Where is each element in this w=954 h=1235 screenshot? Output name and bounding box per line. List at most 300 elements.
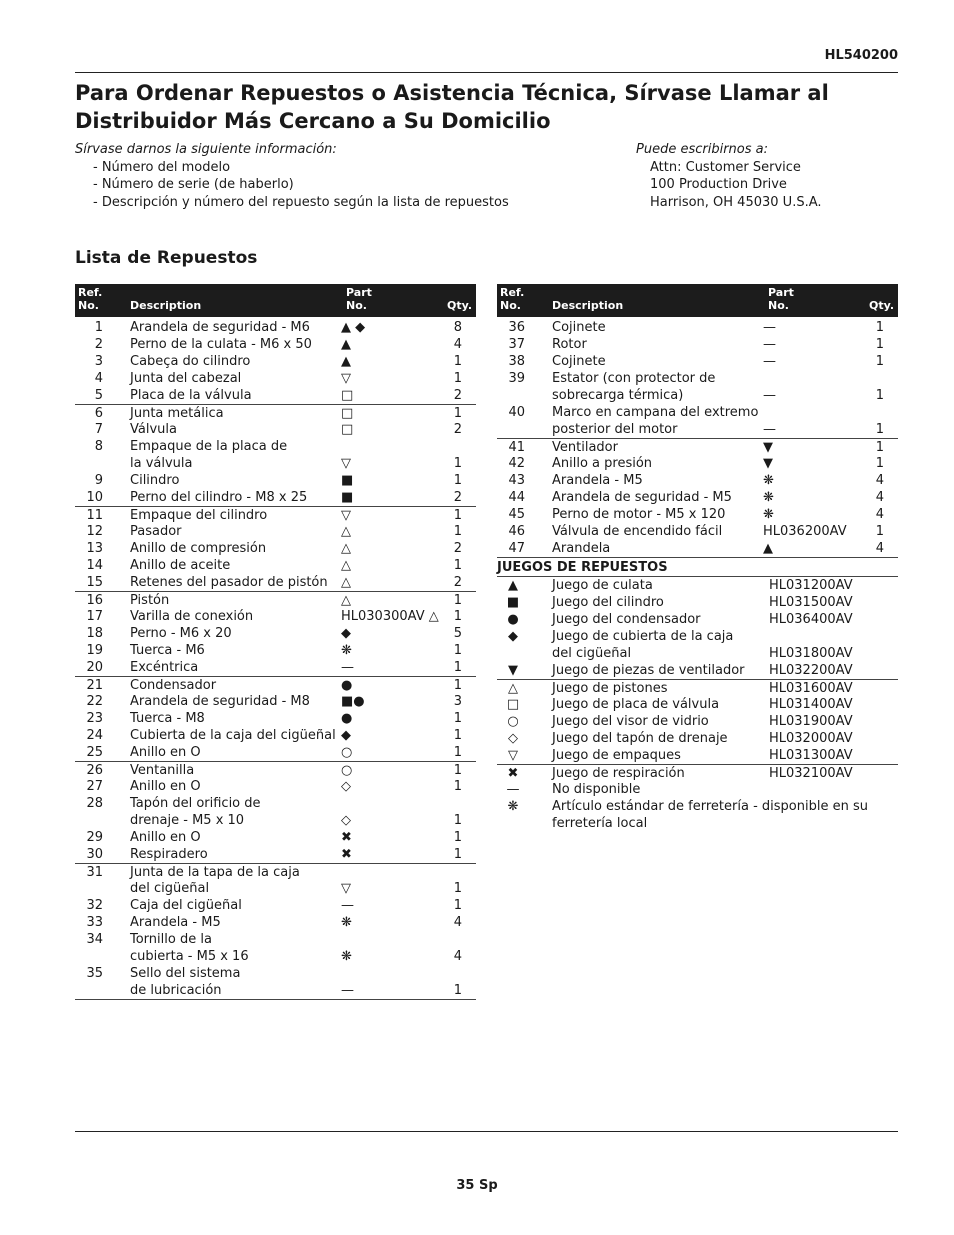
kit-description: Juego de piezas de ventilador <box>552 663 745 678</box>
table-row <box>497 387 898 404</box>
row-qty: 8 <box>453 320 462 335</box>
row-part-number: ◆ <box>341 626 351 641</box>
row-part-number: ▽ <box>341 508 351 523</box>
table-row <box>75 744 476 761</box>
row-qty: 1 <box>453 711 462 726</box>
table-row <box>75 693 476 710</box>
top-rule <box>75 72 898 73</box>
kit-symbol: △ <box>508 681 518 696</box>
kit-part-number: HL036400AV <box>769 612 853 627</box>
table-header <box>497 284 898 317</box>
row-ref: 42 <box>508 456 525 471</box>
row-part-number: ▼ <box>763 456 773 471</box>
row-description: drenaje - M5 x 10 <box>130 813 245 828</box>
row-qty: 1 <box>875 422 884 437</box>
table-row <box>75 591 476 608</box>
table-row <box>497 370 898 387</box>
row-part-number: ■ <box>341 490 354 505</box>
row-ref: 45 <box>508 507 525 522</box>
table-row <box>497 336 898 353</box>
table-row <box>75 880 476 897</box>
row-ref: 33 <box>86 915 103 930</box>
row-ref: 22 <box>86 694 103 709</box>
kit-part-number: HL031200AV <box>769 578 853 593</box>
row-part-number: ◇ <box>341 779 351 794</box>
row-description: Rotor <box>552 337 587 352</box>
info-item: - Descripción y número del repuesto según la lista de repuestos <box>93 194 509 210</box>
row-qty: 4 <box>875 507 884 522</box>
row-part-number: ● <box>341 711 353 726</box>
table-row <box>497 319 898 336</box>
row-qty: 1 <box>453 830 462 845</box>
row-part-number: ❋ <box>341 915 352 930</box>
row-ref: 6 <box>94 406 103 421</box>
row-description: Arandela - M5 <box>130 915 221 930</box>
row-qty: 1 <box>875 524 884 539</box>
row-description: del cigüeñal <box>130 881 210 896</box>
row-qty: 4 <box>453 337 462 352</box>
row-part-number: ▲ ◆ <box>341 320 366 335</box>
row-ref: 34 <box>86 932 103 947</box>
row-qty: 1 <box>453 813 462 828</box>
kit-description: Juego del tapón de drenaje <box>552 731 728 746</box>
table-row <box>75 625 476 642</box>
table-row <box>75 727 476 744</box>
row-ref: 5 <box>94 388 103 403</box>
row-description: Varilla de conexión <box>130 609 254 624</box>
kit-part-number: HL031400AV <box>769 697 853 712</box>
table-row <box>497 438 898 455</box>
row-description: Respiradero <box>130 847 208 862</box>
row-qty: 1 <box>875 388 884 403</box>
table-row <box>75 948 476 965</box>
address-line: 100 Production Drive <box>650 177 787 192</box>
kit-part-number: HL031800AV <box>769 646 853 661</box>
row-part-number: ● <box>341 678 353 693</box>
kit-symbol: ◆ <box>508 629 518 644</box>
address-lead: Puede escribirnos a: <box>636 142 768 157</box>
row-ref: 8 <box>94 439 103 454</box>
row-ref: 7 <box>94 422 103 437</box>
row-description: Pasador <box>130 524 182 539</box>
row-qty: 1 <box>453 354 462 369</box>
kit-symbol: ▽ <box>508 748 518 763</box>
kit-description: Juego de respiración <box>552 766 685 781</box>
table-row <box>75 761 476 778</box>
table-row <box>497 540 898 557</box>
table-end-rule <box>75 999 476 1000</box>
row-description: Estator (con protector de <box>552 371 716 386</box>
kit-row <box>497 577 898 594</box>
row-qty: 4 <box>453 949 462 964</box>
info-lead: Sírvase darnos la siguiente información: <box>75 142 337 157</box>
row-qty: 1 <box>875 320 884 335</box>
model-number: HL540200 <box>824 48 898 63</box>
kit-part-number: HL031900AV <box>769 714 853 729</box>
table-row <box>75 353 476 370</box>
kit-row <box>497 730 898 747</box>
page-title: Para Ordenar Repuestos o Asistencia Técnica, Sírvase Llamar al Distribuidor Más Cercano a Su Domicilio <box>75 81 829 133</box>
table-row <box>75 455 476 472</box>
kit-row <box>497 679 898 696</box>
table-row <box>75 846 476 863</box>
row-ref: 14 <box>86 558 103 573</box>
kit-row <box>497 696 898 713</box>
row-description: cubierta - M5 x 16 <box>130 949 249 964</box>
row-description: Junta metálica <box>130 406 224 421</box>
table-row <box>75 778 476 795</box>
row-part-number: — <box>341 660 354 675</box>
kit-description: ferretería local <box>552 816 648 831</box>
row-part-number: — <box>341 983 354 998</box>
row-description: Cabeça do cilindro <box>130 354 251 369</box>
row-ref: 32 <box>86 898 103 913</box>
kit-symbol: ▼ <box>508 663 518 678</box>
table-row <box>75 642 476 659</box>
row-part-number: ✖ <box>341 830 352 845</box>
row-qty: 1 <box>453 983 462 998</box>
row-ref: 40 <box>508 405 525 420</box>
row-description: Arandela - M5 <box>552 473 643 488</box>
parts-table-left <box>75 284 476 1000</box>
header-ref: Ref. No. <box>78 286 103 312</box>
row-qty: 1 <box>453 847 462 862</box>
kit-description: Juego de pistones <box>552 681 668 696</box>
row-description: Tapón del orificio de <box>130 796 261 811</box>
kit-part-number: HL032000AV <box>769 731 853 746</box>
row-ref: 3 <box>94 354 103 369</box>
table-row <box>75 336 476 353</box>
kit-part-number: HL031600AV <box>769 681 853 696</box>
kit-part-number: HL031500AV <box>769 595 853 610</box>
row-description: Anillo a presión <box>552 456 653 471</box>
row-ref: 44 <box>508 490 525 505</box>
table-row <box>75 438 476 455</box>
row-qty: 1 <box>875 440 884 455</box>
row-description: Cojinete <box>552 354 606 369</box>
info-request <box>75 141 509 211</box>
table-row <box>75 472 476 489</box>
row-ref: 12 <box>86 524 103 539</box>
table-row <box>75 676 476 693</box>
kit-description: Juego de culata <box>552 578 653 593</box>
row-part-number: ▲ <box>341 337 351 352</box>
kit-symbol: ❋ <box>507 799 519 814</box>
page-number: 35 Sp <box>456 1178 498 1193</box>
kit-description: Juego del visor de vidrio <box>552 714 709 729</box>
row-description: Perno de motor - M5 x 120 <box>552 507 726 522</box>
row-description: Tuerca - M6 <box>130 643 205 658</box>
table-row <box>75 710 476 727</box>
row-part-number: ❋ <box>341 949 352 964</box>
row-description: Excéntrica <box>130 660 199 675</box>
row-ref: 10 <box>86 490 103 505</box>
row-ref: 1 <box>94 320 103 335</box>
row-ref: 11 <box>86 508 103 523</box>
row-ref: 46 <box>508 524 525 539</box>
row-description: Caja del cigüeñal <box>130 898 242 913</box>
kit-part-number: HL032100AV <box>769 766 853 781</box>
table-row <box>75 574 476 591</box>
row-description: Perno - M6 x 20 <box>130 626 232 641</box>
row-part-number: ◆ <box>341 728 351 743</box>
row-qty: 1 <box>453 660 462 675</box>
row-part-number: ❋ <box>763 473 774 488</box>
row-part-number: ◇ <box>341 813 351 828</box>
row-ref: 18 <box>86 626 103 641</box>
row-description: Arandela de seguridad - M8 <box>130 694 310 709</box>
row-description: Ventanilla <box>130 763 195 778</box>
header-description: Description <box>552 299 624 312</box>
kit-row <box>497 713 898 730</box>
row-description: Condensador <box>130 678 217 693</box>
header-qty: Qty. <box>869 299 894 312</box>
row-qty: 4 <box>875 473 884 488</box>
row-part-number: ❋ <box>341 643 352 658</box>
row-part-number: △ <box>341 541 351 556</box>
kit-row <box>497 645 898 662</box>
row-ref: 9 <box>94 473 103 488</box>
table-row <box>497 506 898 523</box>
table-row <box>497 472 898 489</box>
row-description: Junta de la tapa de la caja <box>130 865 300 880</box>
kit-part-number: HL031300AV <box>769 748 853 763</box>
kit-description: Juego del condensador <box>552 612 701 627</box>
row-part-number: — <box>763 422 776 437</box>
row-description: Arandela <box>552 541 611 556</box>
row-description: Empaque de la placa de <box>130 439 288 454</box>
row-qty: 1 <box>453 558 462 573</box>
table-row <box>75 914 476 931</box>
row-qty: 4 <box>875 490 884 505</box>
row-description: Ventilador <box>552 440 618 455</box>
row-part-number: □ <box>341 406 354 421</box>
row-ref: 37 <box>508 337 525 352</box>
row-part-number: △ <box>341 575 351 590</box>
table-row <box>75 659 476 676</box>
row-description: Cojinete <box>552 320 606 335</box>
row-description: Pistón <box>130 593 170 608</box>
row-ref: 25 <box>86 745 103 760</box>
kit-row <box>497 815 898 832</box>
row-qty: 1 <box>453 609 462 624</box>
kit-row <box>497 781 898 798</box>
row-description: Empaque del cilindro <box>130 508 268 523</box>
row-description: Anillo de compresión <box>130 541 267 556</box>
row-part-number: △ <box>341 558 351 573</box>
row-description: Anillo en O <box>130 830 201 845</box>
row-description: la válvula <box>130 456 193 471</box>
parts-table-right <box>497 284 898 832</box>
row-qty: 1 <box>453 473 462 488</box>
row-qty: 2 <box>453 388 462 403</box>
table-row <box>75 812 476 829</box>
kit-part-number: HL032200AV <box>769 663 853 678</box>
row-description: Anillo en O <box>130 779 201 794</box>
kit-description: Juego de empaques <box>552 748 681 763</box>
kit-row <box>497 594 898 611</box>
row-description: posterior del motor <box>552 422 678 437</box>
table-row <box>75 370 476 387</box>
row-description: Cilindro <box>130 473 180 488</box>
row-description: Tuerca - M8 <box>130 711 205 726</box>
row-ref: 39 <box>508 371 525 386</box>
kit-row <box>497 628 898 645</box>
row-description: de lubricación <box>130 983 222 998</box>
kit-row <box>497 747 898 764</box>
row-ref: 38 <box>508 354 525 369</box>
row-part-number: ▽ <box>341 456 351 471</box>
kit-symbol: ■ <box>506 595 520 610</box>
row-qty: 1 <box>453 643 462 658</box>
table-row <box>75 319 476 336</box>
row-description: Anillo de aceite <box>130 558 231 573</box>
kit-row <box>497 662 898 679</box>
row-qty: 1 <box>453 678 462 693</box>
kit-description: Juego de cubierta de la caja <box>552 629 734 644</box>
row-part-number: ▼ <box>763 440 773 455</box>
row-part-number: □ <box>341 422 354 437</box>
row-description: Arandela de seguridad - M5 <box>552 490 732 505</box>
table-row <box>75 829 476 846</box>
table-row <box>75 795 476 812</box>
kit-row <box>497 764 898 781</box>
kit-symbol: — <box>506 782 520 797</box>
row-description: Perno del cilindro - M8 x 25 <box>130 490 308 505</box>
row-qty: 1 <box>453 728 462 743</box>
row-qty: 1 <box>875 337 884 352</box>
table-row <box>75 965 476 982</box>
row-qty: 1 <box>453 508 462 523</box>
bottom-rule <box>75 1131 898 1132</box>
table-row <box>75 523 476 540</box>
row-part-number: ■ <box>341 473 354 488</box>
row-part-number: ▲ <box>763 541 773 556</box>
row-ref: 47 <box>508 541 525 556</box>
row-part-number: ■● <box>341 694 365 709</box>
kit-symbol: ✖ <box>507 766 519 781</box>
table-row <box>75 404 476 421</box>
row-part-number: ❋ <box>763 490 774 505</box>
row-part-number: — <box>341 898 354 913</box>
row-part-number: — <box>763 337 776 352</box>
row-qty: 1 <box>453 371 462 386</box>
row-qty: 2 <box>453 422 462 437</box>
row-part-number: ▲ <box>341 354 351 369</box>
table-row <box>75 506 476 523</box>
row-ref: 13 <box>86 541 103 556</box>
kit-symbol: ● <box>507 612 519 627</box>
kit-symbol: ▲ <box>508 578 518 593</box>
row-part-number: △ <box>341 524 351 539</box>
row-description: Válvula de encendido fácil <box>552 524 723 539</box>
row-qty: 1 <box>453 779 462 794</box>
kit-row <box>497 611 898 628</box>
kits-title: JUEGOS DE REPUESTOS <box>497 558 898 577</box>
section-title: Lista de Repuestos <box>75 248 258 268</box>
header-part: Part No. <box>768 286 794 312</box>
kit-description: No disponible <box>552 782 641 797</box>
mailing-address <box>636 141 822 211</box>
header-ref: Ref. No. <box>500 286 525 312</box>
table-row <box>497 421 898 438</box>
table-row <box>497 353 898 370</box>
row-part-number: ▽ <box>341 371 351 386</box>
header-description: Description <box>130 299 202 312</box>
row-part-number: HL036200AV <box>763 524 847 539</box>
row-ref: 24 <box>86 728 103 743</box>
kit-symbol: ◇ <box>508 731 518 746</box>
row-description: Válvula <box>130 422 177 437</box>
row-qty: 1 <box>453 898 462 913</box>
row-description: Sello del sistema <box>130 966 241 981</box>
row-description: Retenes del pasador de pistón <box>130 575 328 590</box>
row-ref: 35 <box>86 966 103 981</box>
row-description: Anillo en O <box>130 745 201 760</box>
row-description: Junta del cabezal <box>130 371 242 386</box>
info-item: - Número del modelo <box>93 159 231 175</box>
row-ref: 36 <box>508 320 525 335</box>
kit-symbol: ○ <box>507 714 519 729</box>
row-ref: 31 <box>86 865 103 880</box>
row-description: sobrecarga térmica) <box>552 388 684 403</box>
table-row <box>75 387 476 404</box>
row-ref: 26 <box>86 763 103 778</box>
row-part-number: ❋ <box>763 507 774 522</box>
table-row <box>497 523 898 540</box>
row-qty: 5 <box>453 626 462 641</box>
table-row <box>75 489 476 506</box>
row-description: Tornillo de la <box>130 932 212 947</box>
row-ref: 21 <box>86 678 103 693</box>
table-row <box>497 455 898 472</box>
row-qty: 4 <box>453 915 462 930</box>
table-row <box>75 421 476 438</box>
table-row <box>497 404 898 421</box>
kit-row <box>497 798 898 815</box>
row-ref: 43 <box>508 473 525 488</box>
row-part-number: △ <box>341 593 351 608</box>
row-qty: 1 <box>453 456 462 471</box>
info-item: - Número de serie (de haberlo) <box>93 177 294 192</box>
table-row <box>75 931 476 948</box>
row-ref: 20 <box>86 660 103 675</box>
header-qty: Qty. <box>447 299 472 312</box>
row-qty: 1 <box>453 763 462 778</box>
row-ref: 23 <box>86 711 103 726</box>
kit-description: del cigüeñal <box>552 646 632 661</box>
row-ref: 41 <box>508 440 525 455</box>
kit-description: Artículo estándar de ferretería - disponible en su <box>552 799 868 814</box>
row-qty: 1 <box>875 456 884 471</box>
row-ref: 30 <box>86 847 103 862</box>
row-ref: 4 <box>94 371 103 386</box>
table-row <box>75 557 476 574</box>
row-qty: 1 <box>453 406 462 421</box>
row-part-number: ▽ <box>341 881 351 896</box>
row-part-number: ○ <box>341 763 353 778</box>
kit-symbol: □ <box>506 697 520 712</box>
table-header <box>75 284 476 317</box>
row-description: Cubierta de la caja del cigüeñal <box>130 728 336 743</box>
row-part-number: □ <box>341 388 354 403</box>
row-ref: 28 <box>86 796 103 811</box>
row-qty: 1 <box>453 881 462 896</box>
kit-description: Juego de placa de válvula <box>552 697 720 712</box>
header-part: Part No. <box>346 286 372 312</box>
table-row <box>75 863 476 880</box>
row-ref: 17 <box>86 609 103 624</box>
